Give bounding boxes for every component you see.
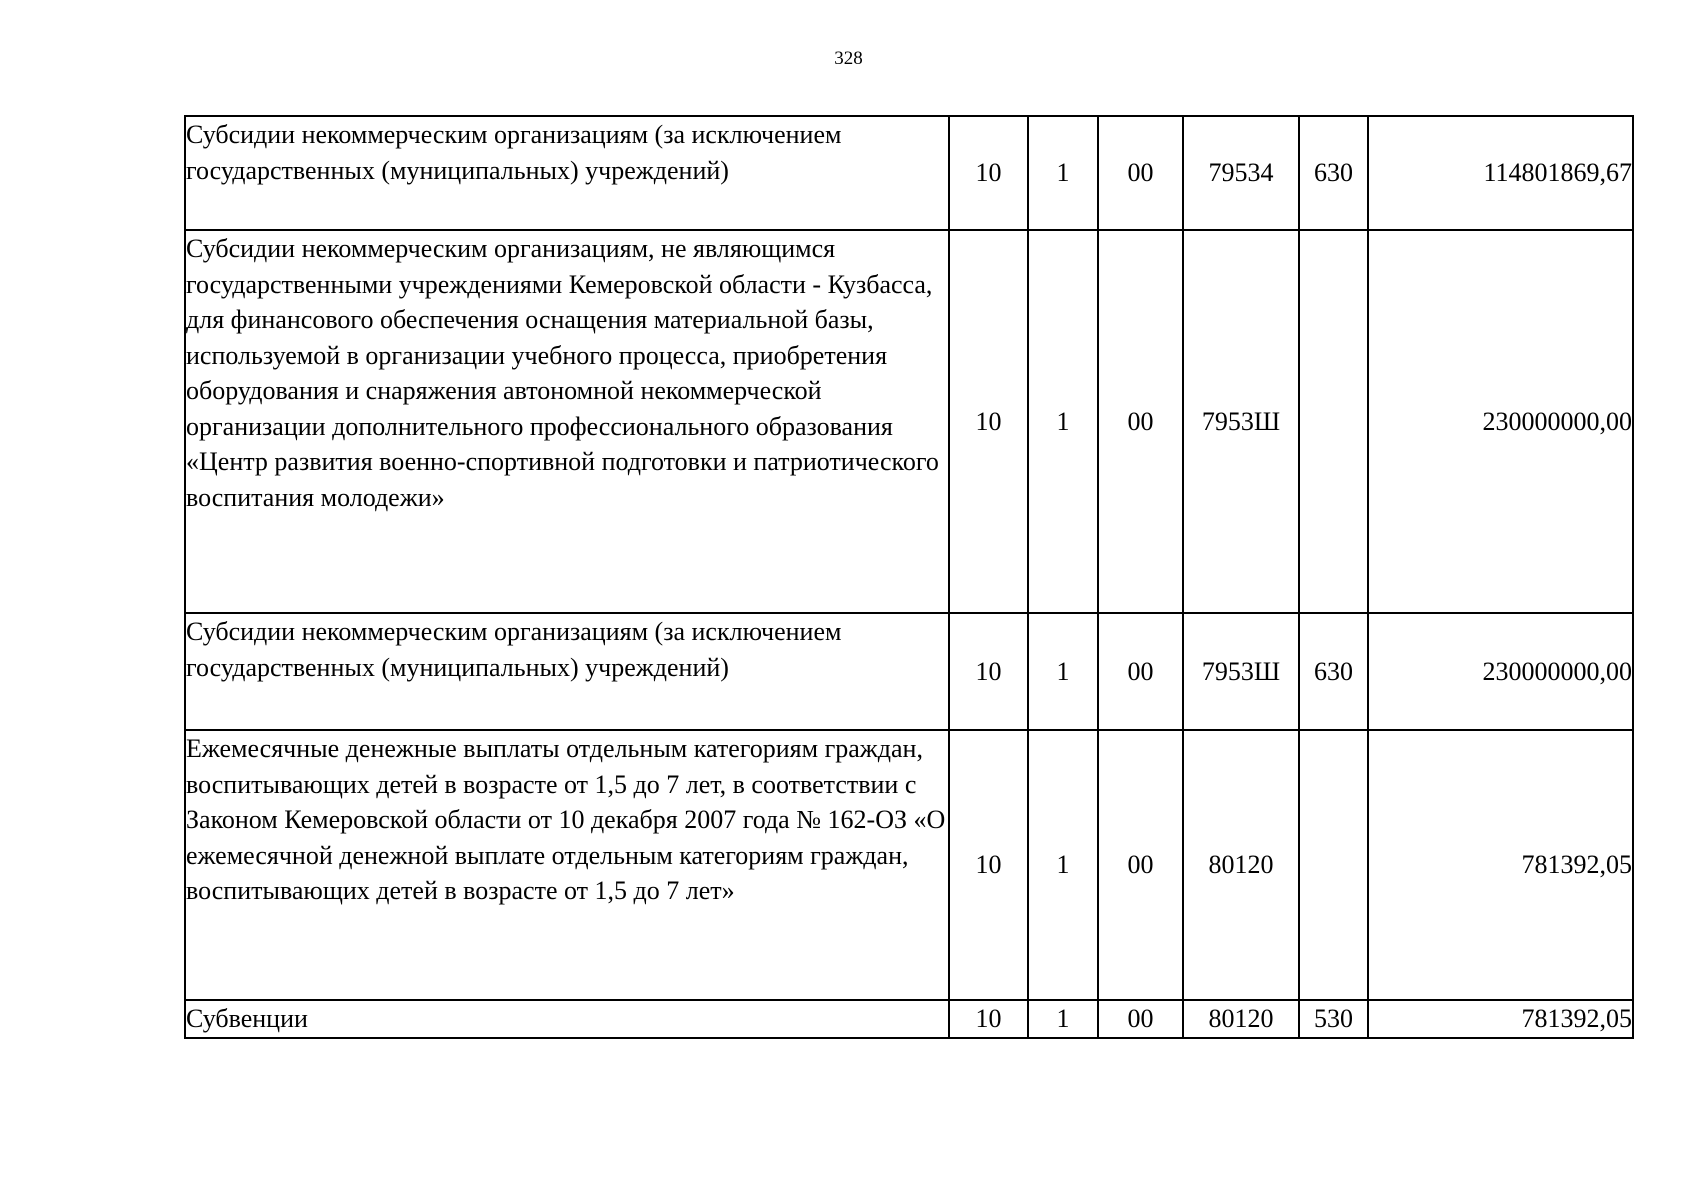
table-row <box>185 613 1633 730</box>
section-code-cell: 10 <box>949 730 1028 1000</box>
expense-name-cell: Ежемесячные денежные выплаты отдельным категориям граждан, воспитывающих детей в возрасте от 1,5 до 7 лет, в соответствии с Законом Кемеровской области от 10 декабря 2007 года № 162-ОЗ «О ежемесячной денежной выплате отдельным категориям граждан, воспитывающих детей в возрасте от 1,5 до 7 лет» <box>185 730 949 1000</box>
table-row <box>185 1000 1633 1038</box>
amount-cell: 114801869,67 <box>1368 116 1633 230</box>
table-row <box>185 116 1633 230</box>
subprogram-code-cell: 00 <box>1098 116 1183 230</box>
expense-name-cell: Субвенции <box>185 1000 949 1038</box>
expense-name-cell: Субсидии некоммерческим организациям (за исключением государственных (муниципальных) учреждений) <box>185 613 949 730</box>
table-row <box>185 730 1633 1000</box>
program-code-cell: 1 <box>1028 230 1098 613</box>
subprogram-code-cell: 00 <box>1098 730 1183 1000</box>
expense-name-cell: Субсидии некоммерческим организациям (за исключением государственных (муниципальных) учреждений) <box>185 116 949 230</box>
amount-cell: 781392,05 <box>1368 730 1633 1000</box>
expense-name-cell: Субсидии некоммерческим организациям, не являющимся государственными учреждениями Кемеровской области - Кузбасса, для финансового обеспечения оснащения материальной базы, используемой в организации учебного процесса, приобретения оборудования и снаряжения автономной некоммерческой организации дополнительного профессионального образования «Центр развития военно-спортивной подготовки и патриотического воспитания молодежи» <box>185 230 949 613</box>
table-row <box>185 230 1633 613</box>
budget-table <box>184 115 1634 1039</box>
expense-type-cell <box>1299 230 1368 613</box>
direction-code-cell: 80120 <box>1183 730 1299 1000</box>
amount-cell: 230000000,00 <box>1368 613 1633 730</box>
page-number: 328 <box>834 48 863 69</box>
subprogram-code-cell: 00 <box>1098 613 1183 730</box>
direction-code-cell: 7953Ш <box>1183 613 1299 730</box>
amount-cell: 781392,05 <box>1368 1000 1633 1038</box>
section-code-cell: 10 <box>949 1000 1028 1038</box>
expense-type-cell: 530 <box>1299 1000 1368 1038</box>
section-code-cell: 10 <box>949 116 1028 230</box>
subprogram-code-cell: 00 <box>1098 1000 1183 1038</box>
direction-code-cell: 79534 <box>1183 116 1299 230</box>
expense-type-cell <box>1299 730 1368 1000</box>
expense-type-cell: 630 <box>1299 116 1368 230</box>
expense-type-cell: 630 <box>1299 613 1368 730</box>
program-code-cell: 1 <box>1028 116 1098 230</box>
subprogram-code-cell: 00 <box>1098 230 1183 613</box>
direction-code-cell: 80120 <box>1183 1000 1299 1038</box>
amount-cell: 230000000,00 <box>1368 230 1633 613</box>
program-code-cell: 1 <box>1028 1000 1098 1038</box>
section-code-cell: 10 <box>949 613 1028 730</box>
direction-code-cell: 7953Ш <box>1183 230 1299 613</box>
section-code-cell: 10 <box>949 230 1028 613</box>
program-code-cell: 1 <box>1028 613 1098 730</box>
program-code-cell: 1 <box>1028 730 1098 1000</box>
